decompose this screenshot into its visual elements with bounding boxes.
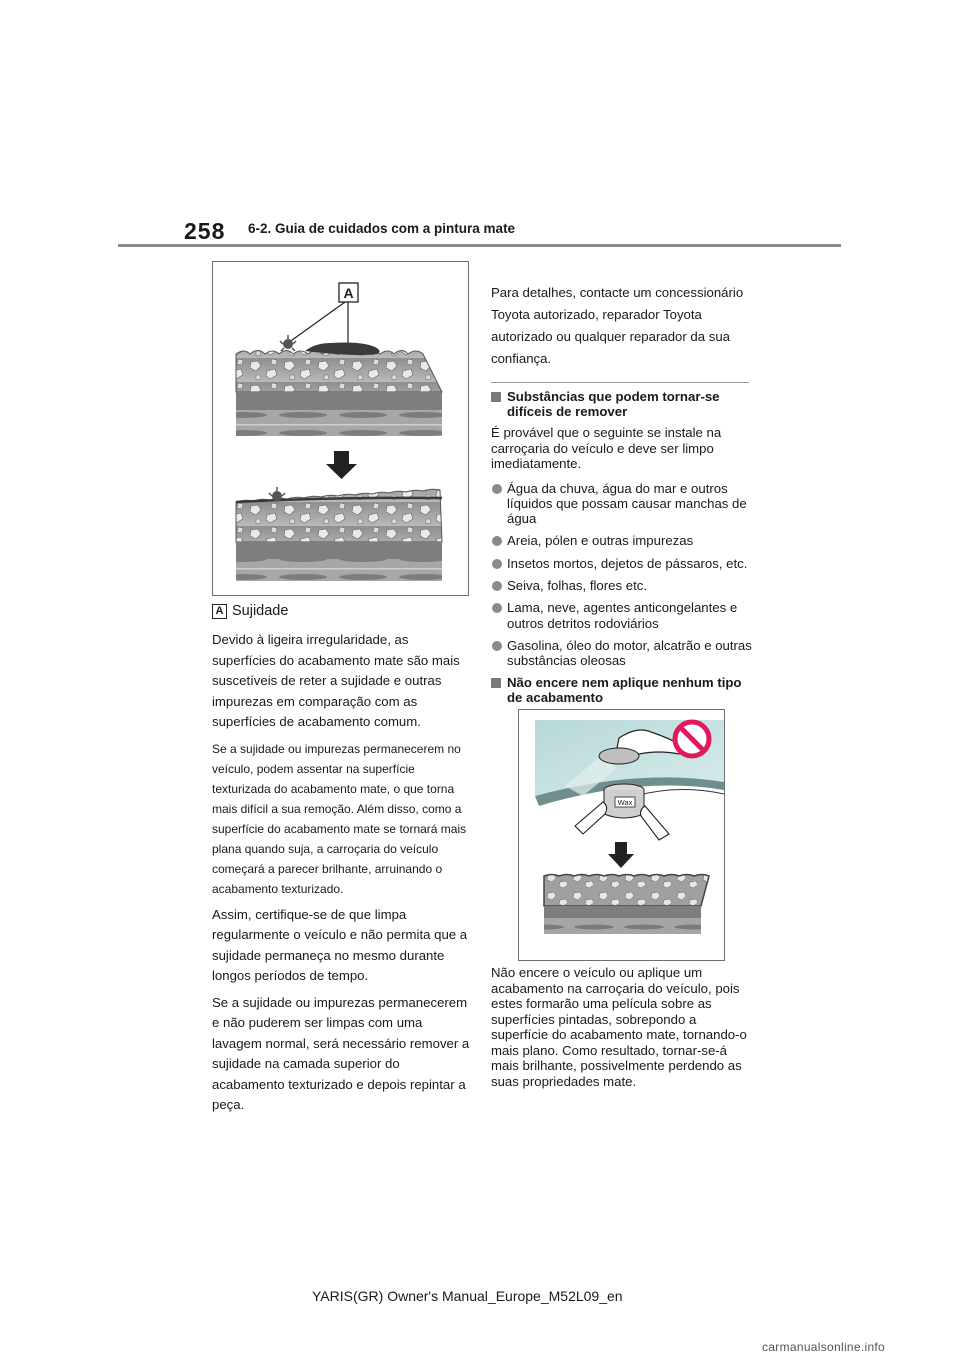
bullet-dot-icon [492, 641, 502, 651]
list-item-text: Lama, neve, agentes anticongelantes e outros detritos rodoviários [507, 600, 738, 631]
list-item-text: Areia, pólen e outras impurezas [507, 533, 694, 549]
list-item-text: Seiva, folhas, flores etc. [507, 577, 648, 593]
paragraph-substances-intro: É provável que o seguinte se instale na carroçaria do veículo e deve ser limpo imediatamente. [491, 425, 722, 471]
list-item [491, 578, 753, 593]
heading-text: Não encere nem aplique nenhum tipo de acabamento [507, 675, 742, 706]
list-item-text: Água da chuva, água do mar e outros líquidos que possam causar manchas de água [507, 480, 747, 527]
heading-no-wax [491, 675, 753, 705]
manual-identifier: YARIS(GR) Owner's Manual_Europe_M52L09_en [312, 1288, 623, 1304]
square-marker-icon [491, 392, 501, 402]
matte-dirt-illustration [213, 262, 468, 595]
paragraph-no-wax: Não encere o veículo ou aplique um acabamento na carroçaria do veículo, pois estes formarão uma película sobre as superfícies pintadas, sobrepondo a superfície do acabamento mate, tornando-o mais plano. Como resultado, tornar-se-á mais brilhante, possivelmente perdendo as suas propriedades mate. [491, 965, 747, 1089]
left-column [212, 603, 470, 1122]
bullet-dot-icon [492, 484, 502, 494]
paragraph-irregularity: Devido à ligeira irregularidade, as superfícies do acabamento mate são mais suscetíveis de reter a sujidade e outras impurezas em comparação com as superfícies de acabamento comum. [212, 632, 460, 729]
figure-no-wax [518, 709, 725, 961]
square-marker-icon [491, 678, 501, 688]
list-item [491, 600, 753, 631]
paragraph-contact-dealer: Para detalhes, contacte um concessionário Toyota autorizado, reparador Toyota autorizado ou qualquer reparador da sua confiança. [491, 285, 744, 366]
figure-caption [212, 603, 470, 619]
figure-matte-dirt [212, 261, 469, 596]
list-item [491, 481, 753, 527]
arrow-down-icon [326, 451, 357, 479]
bullet-dot-icon [492, 559, 502, 569]
page-number: 258 [184, 218, 226, 244]
list-item [491, 556, 753, 571]
list-item-text: Gasolina, óleo do motor, alcatrão e outras substâncias oleosas [507, 637, 752, 669]
bullet-dot-icon [492, 536, 502, 546]
list-item [491, 638, 753, 669]
no-wax-illustration [519, 710, 724, 960]
arrow-down-icon [608, 842, 634, 868]
wax-label: Wax [617, 798, 633, 807]
watermark-text: carmanualsonline.info [762, 1340, 886, 1354]
section-title: 6-2. Guia de cuidados com a pintura mate [248, 221, 516, 236]
callout-label: A [343, 285, 354, 301]
list-item-text: Insetos mortos, dejetos de pássaros, etc. [507, 555, 748, 571]
heading-text: Substâncias que podem tornar-se difíceis de remover [507, 389, 720, 419]
section-divider [491, 382, 749, 383]
paragraph-repaint: Se a sujidade ou impurezas permanecerem e não puderem ser limpas com uma lavagem normal, será necessário remover a sujidade na camada superior do acabamento texturizado e depois repintar a peça. [212, 994, 470, 1112]
paragraph-settling: Se a sujidade ou impurezas permanecerem no veículo, podem assentar na superfície texturizada do acabamento mate, o que torna mais difícil a sua remoção. Além disso, como a superfície do acabamento mate se tornará mais plana quando suja, a carroçaria do veículo começará a parecer brilhante, arruinando o acabamento texturizado. [212, 741, 467, 896]
bullet-dot-icon [492, 581, 502, 591]
caption-label-box: A [212, 604, 227, 619]
paragraph-clean-regularly: Assim, certifique-se de que limpa regularmente o veículo e não permita que a sujidade permaneça no mesmo durante longos períodos de tempo. [212, 906, 468, 983]
matte-layer-flattened [236, 487, 442, 581]
right-column [491, 282, 753, 711]
header-divider [118, 244, 841, 247]
matte-layer-dirty [236, 335, 442, 436]
prohibition-icon [675, 722, 709, 756]
caption-text: Sujidade [232, 603, 289, 619]
heading-difficult-substances [491, 389, 753, 419]
bullet-dot-icon [492, 603, 502, 613]
list-item [491, 533, 753, 548]
